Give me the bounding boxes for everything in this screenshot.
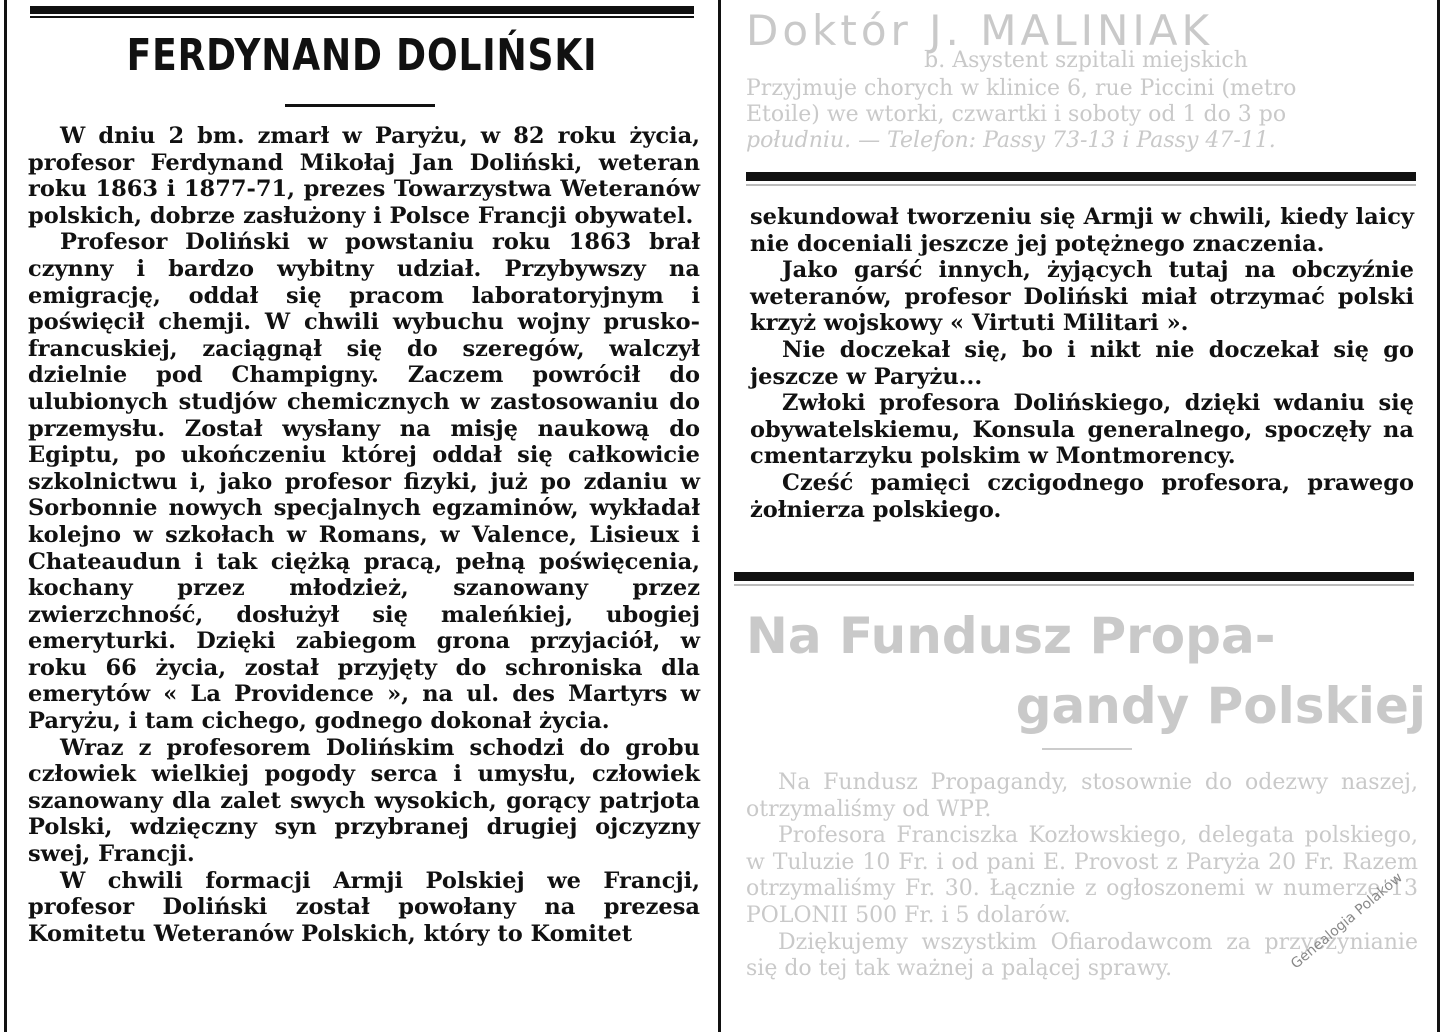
article-continuation [750,204,1414,523]
paragraph: W chwili formacji Armji Polskiej we Francji, profesor Doliński został powołany na prezesa Komitetu Weteranów Polskich, który to Komitet [28,867,700,947]
paragraph: W dniu 2 bm. zmarł w Paryżu, w 82 roku życia, profesor Ferdynand Mikołaj Jan Doliński, weteran roku 1863 i 1877-71, prezes Towarzystwa Weteranów polskich, dobrze zasłużony i Polsce Francji obywatel. [28,123,700,229]
right-border [1437,0,1440,1032]
paragraph: Na Fundusz Propagandy, stosownie do odezwy naszej, otrzymaliśmy od WPP. [746,770,1418,822]
paragraph: Jako garść innych, żyjących tutaj na obczyźnie weteranów, profesor Doliński miał otrzymać polski krzyż wojskowy « Virtuti Militari ». [750,257,1414,337]
left-border [4,0,7,1032]
section-rule [746,172,1416,181]
paragraph: Profesor Doliński w powstaniu roku 1863 brał czynny i bardzo wybitny udział. Przybywszy na emigrację, oddał się pracom laboratoryjnym i poświęcił chemji. W chwili wybuchu wojny prusko-francuskiej, zaciągnął się do szeregów, walczył dzielnie pod Champigny. Zaczem powrócił do ulubionych studjów chemicznych w zastosowaniu do przemysłu. Został wysłany na misję naukową do Egiptu, po ukończeniu której oddał się całkowicie szkolnictwu i, jako profesor fizyki, już po zdaniu w Sorbonnie nowych specjalnych egzaminów, wykładał kolejno w szkołach w Romans, w Valence, Lisieux i Chateaudun i tak ciężką pracą, pełną poświęcenia, kochany przez młodzież, szanowany przez zwierzchność, dosłużył się maleńkiej, ubogiej emeryturki. Dzięki zabiegom grona przyjaciół, w roku 66 życia, został przyjęty do schroniska dla emerytów « La Providence », na ul. des Martyrs w Paryżu, i tam cichego, godnego dokonał życia. [28,229,700,735]
section-rule [734,572,1414,581]
doctor-ad-line: Etoile) we wtorki, czwartki i soboty od 1 do 3 po [746,102,1287,127]
doctor-ad-line: Przyjmuje chorych w klinice 6, rue Piccini (metro [746,76,1297,101]
fund-title-line: Na Fundusz Propa- [746,607,1276,665]
top-rule-thin [30,16,694,18]
article-title: FERDYNAND DOLIŃSKI [126,30,598,81]
paragraph: Wraz z profesorem Dolińskim schodzi do grobu człowiek wielkiej pogody serca i umysłu, człowiek szanowany dla zalet swych wysokich, gorący patrjota Polski, wdzięczny syn przybranej drugiej ojczyzny swej, Francji. [28,734,700,868]
top-rule [30,6,694,14]
doctor-ad-line: południu. — Telefon: Passy 73-13 i Passy 47-11. [746,128,1276,153]
paragraph: Dziękujemy wszystkim Ofiarodawcom za przyczynianie się do tej tak ważnej a palącej sprawy. [746,929,1418,982]
article-body [28,123,700,947]
obituary-column [0,0,724,1032]
paragraph: Cześć pamięci czcigodnego profesora, prawego żołnierza polskiego. [750,469,1414,523]
title-underline [285,104,435,107]
column-divider [718,0,721,1032]
watermark: Genealogia Polaków [1288,869,1406,973]
paragraph: Nie doczekał się, bo i nikt nie doczekał się go jeszcze w Paryżu... [750,336,1414,390]
paragraph: sekundował tworzeniu się Armji w chwili, kiedy laicy nie doceniali jeszcze jej potężnego znaczenia. [750,204,1414,257]
section-rule-thin [746,184,1416,186]
paragraph: Profesora Franciszka Kozłowskiego, delegata polskiego, w Tuluzie 10 Fr. i od pani E. Provost z Paryża 20 Fr. Razem otrzymaliśmy Fr. 30. Łącznie z ogłoszonemi w numerze 13 POLONII 500 Fr. i 5 dolarów. [746,823,1418,928]
section-rule-thin [734,584,1414,586]
fund-title-line: gandy Polskiej [1015,677,1426,735]
right-column [724,0,1450,1032]
fund-title-underline [1042,748,1132,750]
doctor-ad-title: Doktór J. MALINIAK [746,6,1214,55]
paragraph: Zwłoki profesora Dolińskiego, dzięki wdaniu się obywatelskiemu, Konsula generalnego, spoczęły na cmentarzyku polskim w Montmorency. [750,390,1414,470]
doctor-ad-line: b. Asystent szpitali miejskich [924,48,1248,73]
